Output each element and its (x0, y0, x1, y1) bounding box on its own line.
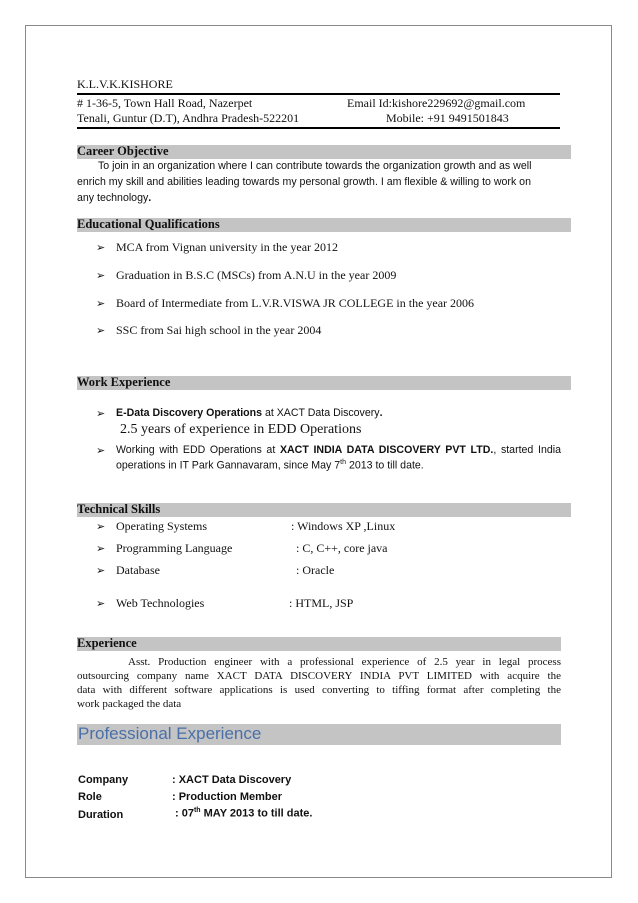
skill-label: Operating Systems (116, 519, 207, 533)
arrow-bullet-icon: ➢ (96, 270, 106, 282)
address-line-1: # 1-36-5, Town Hall Road, Nazerpet (77, 96, 253, 110)
arrow-bullet-icon: ➢ (96, 598, 106, 610)
career-objective-line-1: To join in an organization where I can contribute towards the organization growth and as well (98, 160, 532, 172)
work-experience-title: Work Experience (77, 375, 171, 389)
work-item-2-line-1: Working with EDD Operations at XACT INDIA DATA DISCOVERY PVT LTD., started India (116, 444, 561, 456)
arrow-bullet-icon: ➢ (96, 543, 106, 555)
arrow-bullet-icon: ➢ (96, 521, 106, 533)
years-experience: 2.5 years of experience in EDD Operations (120, 422, 362, 437)
arrow-bullet-icon: ➢ (96, 298, 106, 310)
professional-experience-title: Professional Experience (78, 724, 262, 743)
experience-line-3: data with different software applications is used converting to tiffing format after completing the (77, 684, 561, 696)
address-line-2: Tenali, Guntur (D.T), Andhra Pradesh-522201 (77, 111, 300, 125)
career-objective-title: Career Objective (77, 144, 169, 158)
skill-value: : Windows XP ,Linux (291, 519, 396, 533)
skill-value: : Oracle (296, 563, 335, 577)
work-item-2-line-2: operations in IT Park Gannavaram, since May 7th 2013 to till date. (116, 459, 424, 472)
education-item: MCA from Vignan university in the year 2012 (116, 240, 339, 254)
role-label: Role (78, 791, 102, 803)
resume-name: K.L.V.K.KISHORE (77, 77, 173, 91)
skill-value: : HTML, JSP (289, 596, 354, 610)
company-label: Company (78, 774, 129, 786)
skill-label: Database (116, 563, 160, 577)
career-objective-line-3: any technology. (77, 192, 152, 204)
email: Email Id:kishore229692@gmail.com (347, 96, 526, 110)
career-objective-line-2: enrich my skill and abilities leading towards my personal growth. I am flexible & willing to work on (77, 176, 531, 188)
experience-line-4: work packaged the data (77, 698, 182, 710)
header-divider-bottom (77, 127, 560, 129)
arrow-bullet-icon: ➢ (96, 325, 106, 337)
skill-label: Web Technologies (116, 596, 205, 610)
education-item: Board of Intermediate from L.V.R.VISWA JR COLLEGE in the year 2006 (116, 296, 475, 310)
arrow-bullet-icon: ➢ (96, 242, 106, 254)
education-item: SSC from Sai high school in the year 2004 (116, 323, 322, 337)
experience-line-1: Asst. Production engineer with a professional experience of 2.5 year in legal process (128, 656, 561, 668)
arrow-bullet-icon: ➢ (96, 565, 106, 577)
education-item: Graduation in B.S.C (MSCs) from A.N.U in the year 2009 (116, 268, 397, 282)
duration-value: : 07th MAY 2013 to till date. (175, 807, 313, 820)
experience-bar (77, 637, 561, 651)
duration-label: Duration (78, 809, 124, 821)
company-value: : XACT Data Discovery (172, 774, 292, 786)
work-item-1: E-Data Discovery Operations at XACT Data Discovery. (116, 407, 383, 419)
mobile: Mobile: +91 9491501843 (386, 111, 509, 125)
skill-value: : C, C++, core java (296, 541, 388, 555)
header-divider (77, 93, 560, 95)
arrow-bullet-icon: ➢ (96, 408, 106, 420)
experience-line-2: outsourcing company name XACT DATA DISCOVERY INDIA PVT LIMITED with acquire the (77, 670, 561, 682)
skill-label: Programming Language (116, 541, 233, 555)
technical-skills-title: Technical Skills (77, 502, 161, 516)
education-title: Educational Qualifications (77, 217, 220, 231)
role-value: : Production Member (172, 791, 283, 803)
arrow-bullet-icon: ➢ (96, 445, 106, 457)
experience-title: Experience (77, 636, 137, 650)
